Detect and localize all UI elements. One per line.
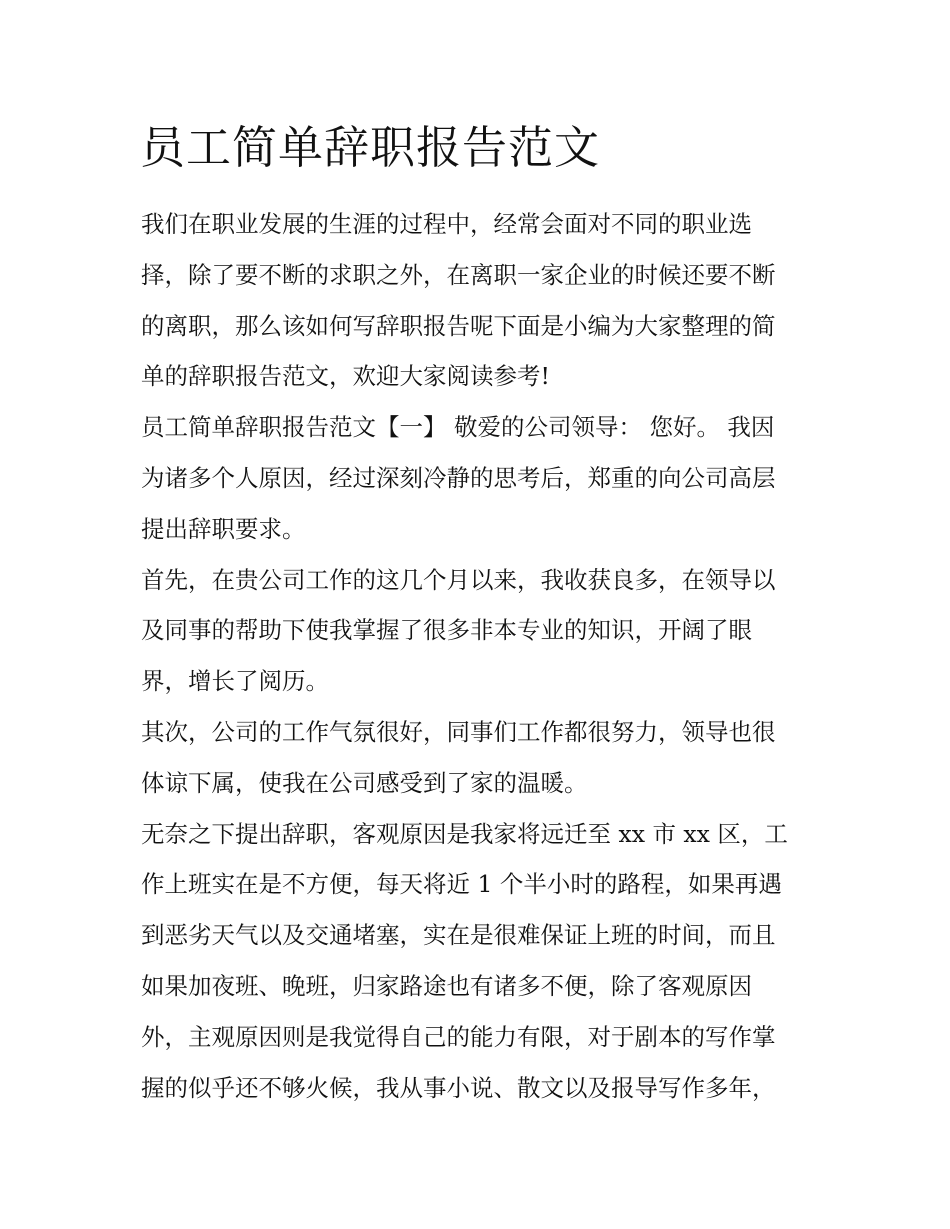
- text-line: 员工简单辞职报告范文【一】 敬爱的公司领导： 您好。 我因: [141, 413, 775, 442]
- text-line: 择，除了要不断的求职之外，在离职一家企业的时候还要不断: [141, 260, 776, 289]
- paragraph: [141, 707, 821, 809]
- document-title: 员工简单辞职报告范文: [140, 121, 601, 174]
- paragraph: [141, 809, 821, 1114]
- text-line: 体谅下属，使我在公司感受到了家的温暖。: [141, 768, 588, 797]
- text-line: 如果加夜班、晚班，归家路途也有诸多不便，除了客观原因: [141, 971, 752, 1000]
- text-line: 握的似乎还不够火候，我从事小说、散文以及报导写作多年，: [141, 1073, 776, 1102]
- document-body: [141, 199, 821, 1113]
- text-line: 及同事的帮助下使我掌握了很多非本专业的知识，开阔了眼: [141, 616, 752, 645]
- paragraph: [141, 402, 821, 554]
- text-line: 作上班实在是不方便，每天将近 1 个半小时的路程，如果再遇: [141, 870, 782, 899]
- text-line: 提出辞职要求。: [141, 514, 306, 543]
- text-line: 其次，公司的工作气氛很好，同事们工作都很努力，领导也很: [141, 717, 776, 746]
- text-line: 外，主观原因则是我觉得自己的能力有限，对于剧本的写作掌: [141, 1022, 776, 1051]
- text-line: 首先，在贵公司工作的这几个月以来，我收获良多，在领导以: [141, 565, 776, 594]
- paragraph: [141, 199, 821, 402]
- paragraph: [141, 555, 821, 707]
- text-line: 单的辞职报告范文，欢迎大家阅读参考!: [141, 362, 550, 391]
- text-line: 到恶劣天气以及交通堵塞，实在是很难保证上班的时间，而且: [141, 921, 776, 950]
- text-line: 我们在职业发展的生涯的过程中，经常会面对不同的职业选: [141, 210, 752, 238]
- text-line: 无奈之下提出辞职，客观原因是我家将远迁至 xx 市 xx 区，工: [141, 819, 788, 848]
- text-line: 界，增长了阅历。: [141, 667, 329, 696]
- text-line: 为诸多个人原因，经过深刻冷静的思考后，郑重的向公司高层: [141, 463, 776, 492]
- text-line: 的离职，那么该如何写辞职报告呢下面是小编为大家整理的简: [141, 311, 776, 340]
